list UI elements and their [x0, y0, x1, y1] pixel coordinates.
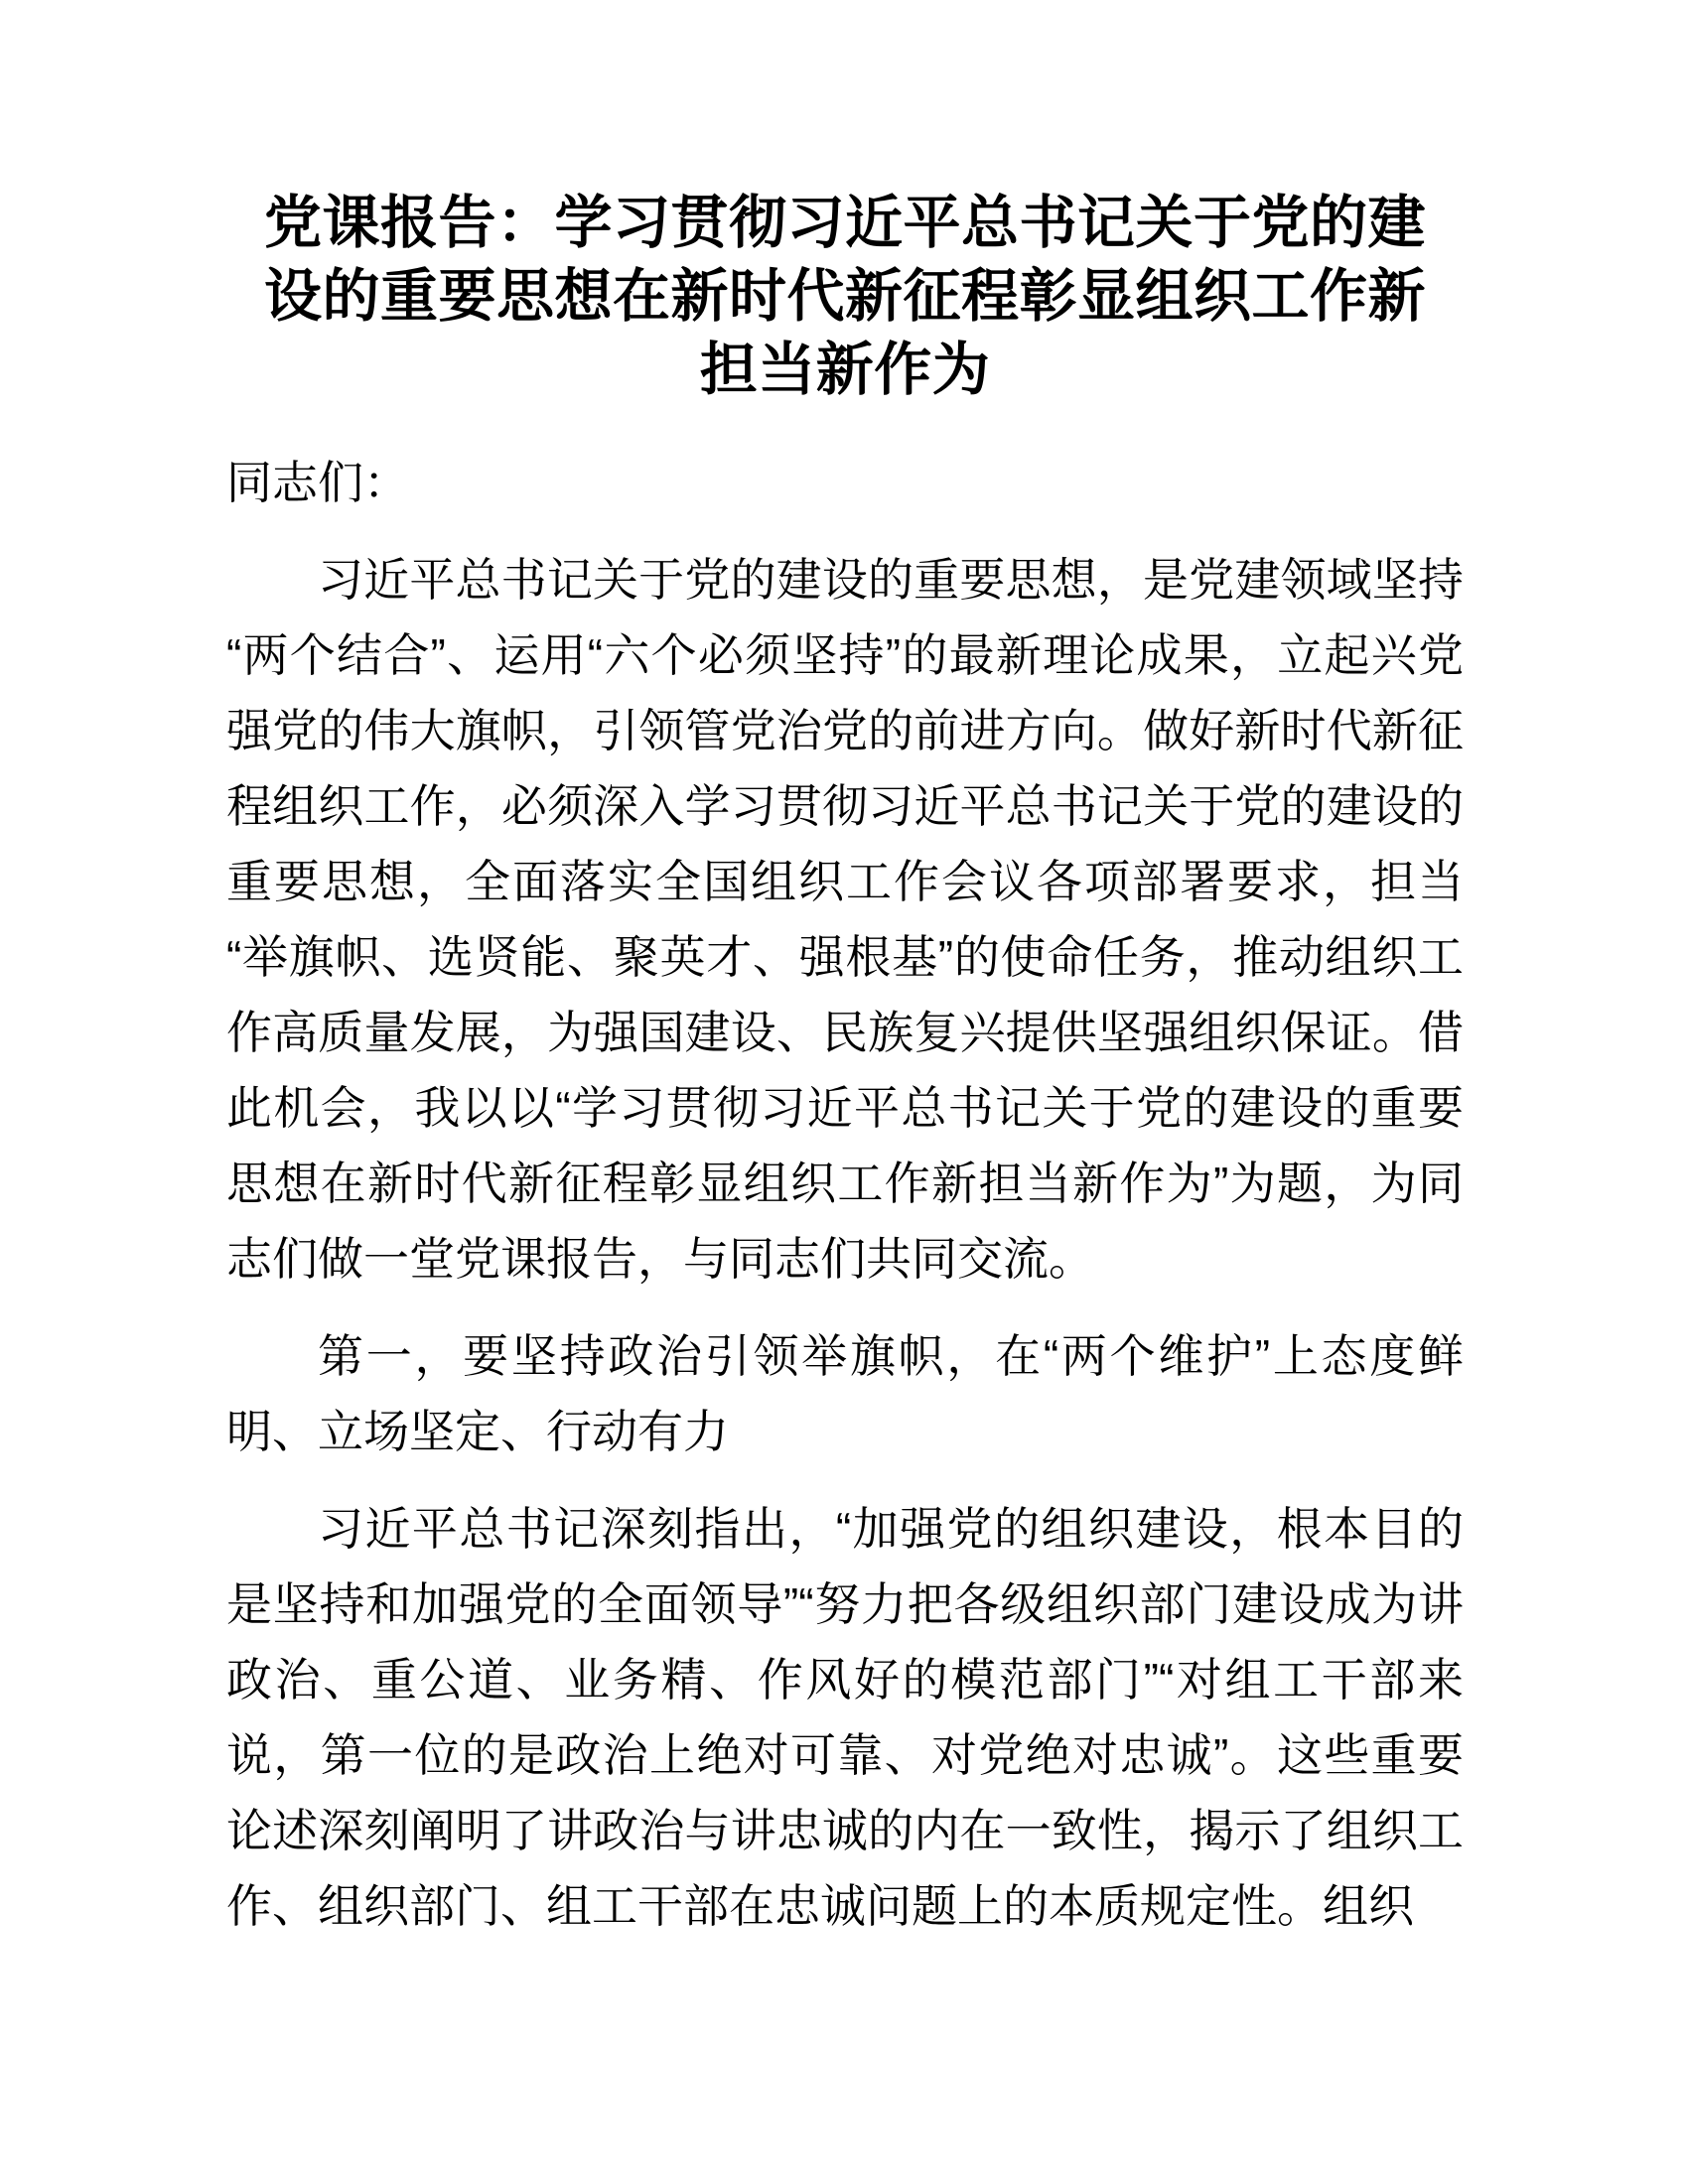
paragraph-intro: 习近平总书记关于党的建设的重要思想，是党建领域坚持“两个结合”、运用“六个必须坚持”的最新理论成果，立起兴党强党的伟大旗帜，引领管党治党的前进方向。做好新时代新征程组织工作，必须深入学习贯彻习近平总书记关于党的建设的重要思想，全面落实全国组织工作会议各项部署要求，担当“举旗帜、选贤能、聚英才、强根基”的使命任务，推动组织工作高质量发展，为强国建设、民族复兴提供坚强组织保证。借此机会，我以以“学习贯彻习近平总书记关于党的建设的重要思想在新时代新征程彰显组织工作新担当新作为”为题，为同志们做一堂党课报告，与同志们共同交流。: [226, 554, 1464, 1285]
section-heading-1: 第一，要坚持政治引领举旗帜，在“两个维护”上态度鲜明、立场坚定、行动有力: [226, 1330, 1464, 1457]
page-content-area: [226, 0, 1464, 2184]
title-line-3: 担当新作为: [699, 338, 991, 402]
title-line-2: 设的重要思想在新时代新征程彰显组织工作新: [263, 264, 1426, 329]
title-line-1: 党课报告：学习贯彻习近平总书记关于党的建: [263, 191, 1426, 255]
salutation: 同志们：: [226, 457, 409, 508]
page-title: [226, 0, 1464, 407]
paragraph-section-1-body: 习近平总书记深刻指出，“加强党的组织建设，根本目的是坚持和加强党的全面领导”“努力把各级组织部门建设成为讲政治、重公道、业务精、作风好的模范部门”“对组工干部来说，第一位的是政治上绝对可靠、对党绝对忠诚”。这些重要论述深刻阐明了讲政治与讲忠诚的内在一致性，揭示了组织工作、组织部门、组工干部在忠诚问题上的本质规定性。组织: [226, 1503, 1464, 1932]
